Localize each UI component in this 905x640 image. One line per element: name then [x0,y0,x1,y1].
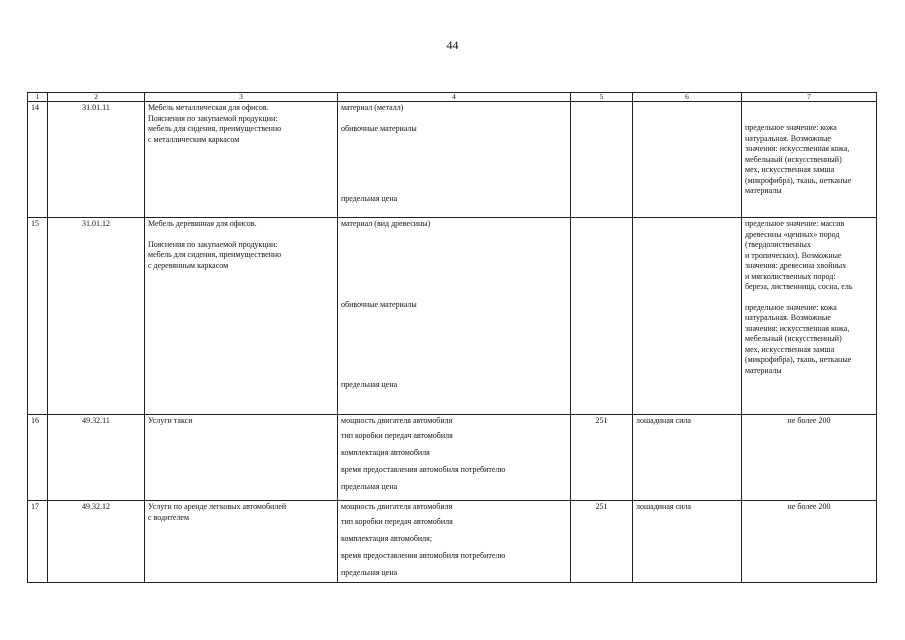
unit-name [633,218,742,415]
table-row [28,218,877,415]
characteristic: предельная цена [341,482,398,491]
okpd-code: 49.32.12 [48,501,145,583]
okpd-code: 31.01.12 [48,218,145,415]
unit-code [571,102,633,218]
characteristic: предельная цена [341,194,398,203]
unit-code: 251 [571,415,633,501]
characteristics [338,415,571,501]
value-cell: не более 200 [742,415,877,501]
column-header: 4 [338,93,571,102]
column-header: 5 [571,93,633,102]
column-header: 1 [28,93,48,102]
column-header: 2 [48,93,145,102]
column-number-row [28,93,877,102]
column-header: 7 [742,93,877,102]
row-number: 16 [28,415,48,501]
unit-name: лошадиная сила [633,415,742,501]
value-cell: предельное значение: кожа натуральная. Возможные значения: искусственная кожа, мебельный (искусственный) мех, искусственная замша (микрофибра), ткань, нетканые материалы [742,102,877,218]
column-header: 6 [633,93,742,102]
characteristic: комплектация автомобиля; [341,534,433,543]
characteristic: материал (металл) [341,103,404,112]
characteristic: обивочные материалы [341,299,417,309]
unit-code [571,218,633,415]
characteristic: тип коробки передач автомобиля [341,431,453,440]
okpd-code: 49.32.11 [48,415,145,501]
product-name: Услуги по аренде легковых автомобилей с водителем [145,501,338,583]
product-name: Услуги такси [145,415,338,501]
okpd-code: 31.01.11 [48,102,145,218]
unit-name [633,102,742,218]
row-number: 15 [28,218,48,415]
characteristic: комплектация автомобиля [341,448,430,457]
row-number: 14 [28,102,48,218]
value-cell: предельное значение: массив древесины «ценных» пород (твердолиственных и тропических). Возможные значения: древесина хвойных и мягколиственных пород: береза, лиственница, сосна, ель предельное значение: кожа натуральная. Возможные значения: искусственная кожа, мебельный (искусственный) мех, искусственная замша (микрофибра), ткань, нетканые материалы [742,218,877,415]
characteristics [338,102,571,218]
value-cell: не более 200 [742,501,877,583]
characteristic: время предоставления автомобиля потребителю [341,551,506,560]
page-number: 44 [446,38,459,52]
characteristic: обивочные материалы [341,123,417,133]
table-row [28,102,877,218]
characteristics [338,218,571,415]
table-row [28,501,877,583]
characteristic: предельная цена [341,568,398,577]
column-header: 3 [145,93,338,102]
characteristics [338,501,571,583]
row-number: 17 [28,501,48,583]
unit-code: 251 [571,501,633,583]
characteristic: материал (вид древесины) [341,219,431,228]
characteristic: время предоставления автомобиля потребителю [341,465,506,474]
unit-name: лошадиная сила [633,501,742,583]
product-name: Мебель металлическая для офисов. Пояснения по закупаемой продукции: мебель для сидения, преимущественно с металлическим каркасом [145,102,338,218]
characteristic: тип коробки передач автомобиля [341,517,453,526]
characteristic: мощность двигателя автомобиля [341,502,453,511]
characteristic: предельная цена [341,380,398,389]
product-name: Мебель деревянная для офисов. Пояснения по закупаемой продукции: мебель для сидения, преимущественно с деревянным каркасом [145,218,338,415]
table-row [28,415,877,501]
characteristic: мощность двигателя автомобиля [341,416,453,425]
requirements-table [27,92,877,583]
